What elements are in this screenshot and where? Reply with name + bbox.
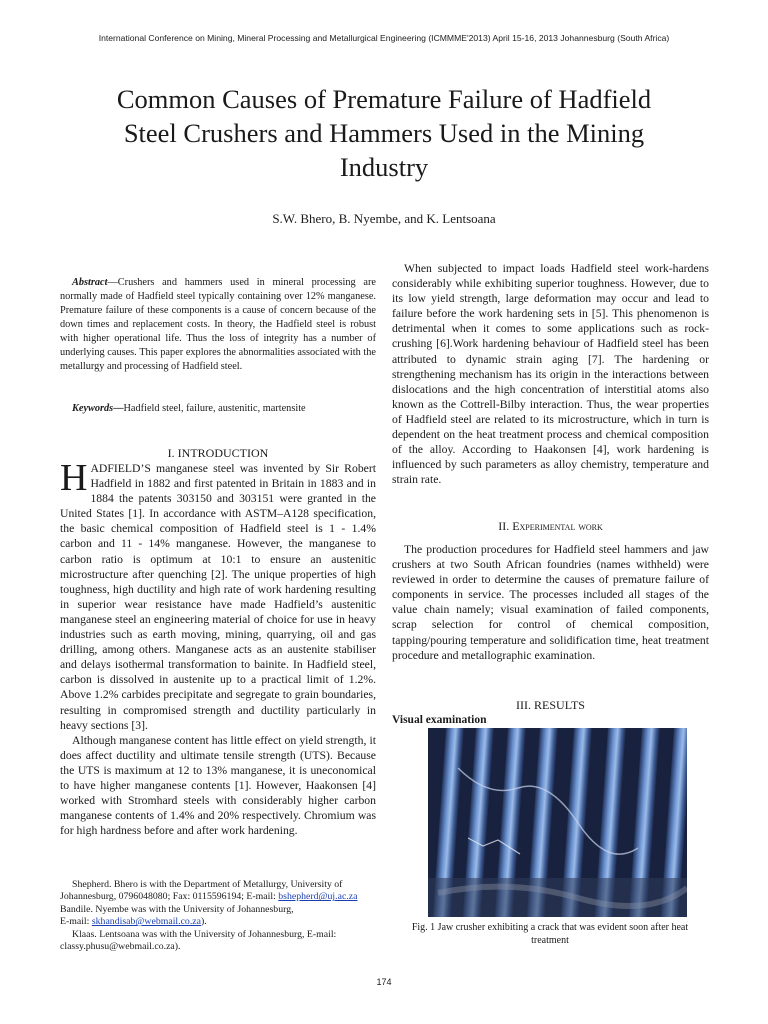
right-paragraph-1: When subjected to impact loads Hadfield steel work-hardens considerably while exhibiting superior toughness. However, due to its low yield strength, large deformation may occur and lead to failure before the work hardening sets in [5]. This phenomenon is detrimental when it comes to some applications such as rock-crushing [6].Work hardening behaviour of Hadfield steel has been attributed to dynamic strain aging [7]. The hardening or strengthening mechanism has its origin in the interactions between dislocations and the high concentration of interstitial atoms also known as the Cottrell-Bilby interaction. Thus, the wear properties of Hadfield steel are related to its microstructure, which in turn is dependent on the heat treatment process and chemical composition of the alloy. According to Haakonsen [4], work hardening is influenced by such parameters as alloy chemistry, temperature and strain rate. [392, 262, 709, 487]
abstract-text: Crushers and hammers used in mineral processing are normally made of Hadfield steel typically containing over 12% manganese. Premature failure of these components is a cause of concern because of the down times and replacement costs. In theory, the Hadfield steel is robust with higher operational life. Thus the loss of integrity has a number of underlying causes. This paper explores the abnormalities associated with the metallurgy and processing of Hadfield steel. [60, 277, 376, 372]
page-number: 174 [376, 977, 392, 987]
keywords [60, 402, 376, 416]
keywords-text: Hadfield steel, failure, austenitic, martensite [123, 403, 306, 414]
visual-examination-heading: Visual examination [392, 714, 487, 726]
right-column-paragraph-2 [392, 542, 709, 663]
right-column-paragraph-1 [392, 261, 709, 487]
conference-header: International Conference on Mining, Mineral Processing and Metallurgical Engineering (ICMMME'2013) April 15-16, 2013 Johannesburg (South Africa) [98, 33, 670, 43]
abstract-label: Abstract [72, 277, 108, 288]
introduction-heading: I. INTRODUCTION [167, 446, 269, 460]
experimental-heading [392, 519, 709, 534]
author-footnotes [60, 879, 376, 953]
abstract [60, 276, 376, 374]
keywords-label: Keywords [72, 403, 114, 414]
crusher-bars-illustration [428, 728, 687, 917]
abstract-dash: — [107, 277, 118, 288]
figure-caption: Fig. 1 Jaw crusher exhibiting a crack that was evident soon after heat treatment [411, 922, 689, 946]
intro-paragraph-1: ADFIELD’S manganese steel was invented by Sir Robert Hadfield in 1882 and first patented in Britain in 1883 and in 1884 the patents 303150 and 303151 were granted in the United States [1]. In accordance with ASTM–A128 specification, the basic chemical composition of Hadfield steel is 1 - 1.4% carbon and 11 - 14% manganese. However, the manganese to carbon ratio is optimum at 10:1 to ensure an austenitic microstructure after quenching [2]. The unique properties of high toughness, high ductility and high rate of work hardening resulting in superior wear resistance have made Hadfield’s austenitic manganese steel an engineering material of choice for use in heavy industries such as earth moving, mining, quarrying, oil and gas drilling, among others. Manganese acts as an austenite stabiliser and delays isothermal transformation to bainite. In Hadfield steel, carbon is dissolved in austenite up to a practical limit of 1.2%. Above 1.2% carbides precipitate and segregate to grain boundaries, resulting in compromised strength and ductility particularly in heavy sections [3]. [60, 462, 376, 732]
paper-title: Common Causes of Premature Failure of Hadfield Steel Crushers and Hammers Used in the Mining Industry [116, 84, 652, 182]
jaw-crusher-photo [428, 728, 687, 917]
footnote-2-close: ). [200, 916, 207, 928]
drop-cap: H [60, 457, 88, 499]
keywords-dash: — [113, 403, 124, 414]
experimental-title: Experimental work [512, 519, 603, 533]
results-heading: III. RESULTS [516, 698, 585, 712]
email-link-bhero[interactable]: bshepherd@uj.ac.za [278, 891, 358, 903]
footnote-3: Klaas. Lentsoana was with the University of Johannesburg, E-mail: classy.phusu@webmail.co.za). [60, 928, 337, 953]
footnote-1-text: Shepherd. Bhero is with the Department of Metallurgy, University of Johannesburg, 0796048080; Fax: 0115596194; E-mail: [60, 879, 343, 903]
experimental-number: II. [498, 519, 510, 533]
right-paragraph-2: The production procedures for Hadfield steel hammers and jaw crushers at two South African foundries (names withheld) were reviewed in order to determine the causes of premature failure of components in service. The processes included all stages of the value chain namely; visual examination of failed components, scrap selection for control of chemical composition, tapping/pouring temperature and solidification time, heat treatment procedure and metallographic examination. [392, 543, 709, 662]
email-link-nyembe[interactable]: skhandisab@webmail.co.za [91, 916, 201, 928]
author-list: S.W. Bhero, B. Nyembe, and K. Lentsoana [272, 211, 496, 226]
footnote-2-line: Bandile. Nyembe was with the University of Johannesburg, [60, 903, 294, 915]
footnote-2-label: E-mail: [60, 916, 92, 928]
intro-paragraph-2: Although manganese content has little effect on yield strength, it does affect ductility and ultimate tensile strength (UTS). Because the UTS is maximum at 12 to 13% manganese, it is uneconomical to have higher manganese contents [1]. However, Haakonsen [4] worked with Stromhard steels with considerably higher carbon manganese contents of 1.4% and 20% respectively. Chromium was for high hardness before and after work hardening. [60, 733, 376, 838]
introduction-body [60, 457, 376, 838]
